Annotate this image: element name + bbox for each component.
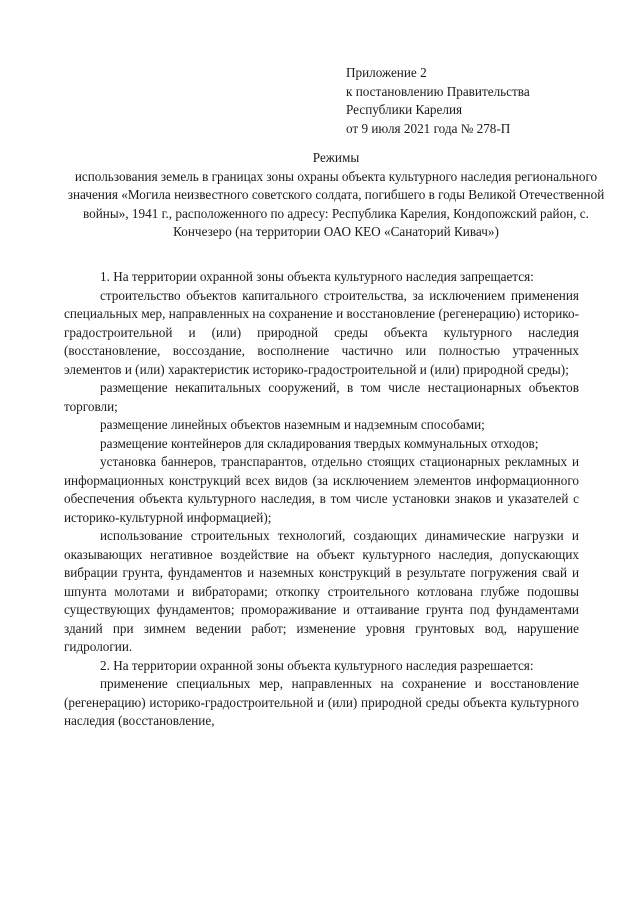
section-1-item-2: размещение некапитальных сооружений, в том числе нестационарных объектов торговли; <box>64 380 579 414</box>
section-2-item-1: применение специальных мер, направленных на сохранение и восстановление (регенерацию) историко-градостроительной и (или) природной среды объекта культурного наследия (восстановление, <box>64 676 579 728</box>
section-1-item-4: размещение контейнеров для складирования твердых коммунальных отходов; <box>100 435 539 451</box>
appendix-block <box>346 64 530 138</box>
section-1-intro: 1. На территории охранной зоны объекта культурного наследия запрещается: <box>100 269 534 284</box>
section-2-intro: 2. На территории охранной зоны объекта культурного наследия разрешается: <box>100 657 534 673</box>
appendix-line-4: от 9 июля 2021 года № 278-П <box>346 120 511 136</box>
appendix-line-3: Республики Карелия <box>346 102 463 117</box>
title-heading: Режимы <box>312 150 360 165</box>
section-1-item-3: размещение линейных объектов наземным и надземным способами; <box>100 417 485 432</box>
section-1-item-6: использование строительных технологий, создающих динамические нагрузки и оказывающих негативное воздействие на объект культурного наследия, допускающих вибрации грунта, фундаментов и наземных конструкций в результате погружения свай и шпунта молотами и вибраторами; откопку строительного котлована глубже подошвы существующих фундаментов; промораживание и оттаивание грунта под фундаментами зданий при зимнем ведении работ; изменение уровня грунтовых вод, нарушение гидрологии. <box>64 528 579 654</box>
document-body <box>64 268 579 731</box>
appendix-line-2: к постановлению Правительства <box>346 83 530 99</box>
title-subtitle: использования земель в границах зоны охраны объекта культурного наследия регионального значения «Могила неизвестного советского солдата, погибшего в годы Великой Отечественной войны», 1941 г., расположенного по адресу: Республика Карелия, Кондопожский район, с. Кончезеро (на территории ОАО КЕО «Санаторий Кивач») <box>67 168 605 239</box>
document-title <box>64 149 608 242</box>
section-1-item-1: строительство объектов капитального строительства, за исключением применения специальных мер, направленных на сохранение и восстановление (регенерацию) историко-градостроительной и (или) природной среды объекта культурного наследия (восстановление, воссоздание, восполнение частично или полностью утраченных элементов и (или) характеристик историко-градостроительной и (или) природной среды); <box>64 287 579 377</box>
appendix-line-1: Приложение 2 <box>346 65 427 80</box>
section-1-item-5: установка баннеров, транспарантов, отдельно стоящих стационарных рекламных и информационных конструкций всех видов (за исключением элементов информационного обеспечения объекта культурного наследия, в том числе установки знаков и указателей с историко-культурной информацией); <box>64 454 579 525</box>
